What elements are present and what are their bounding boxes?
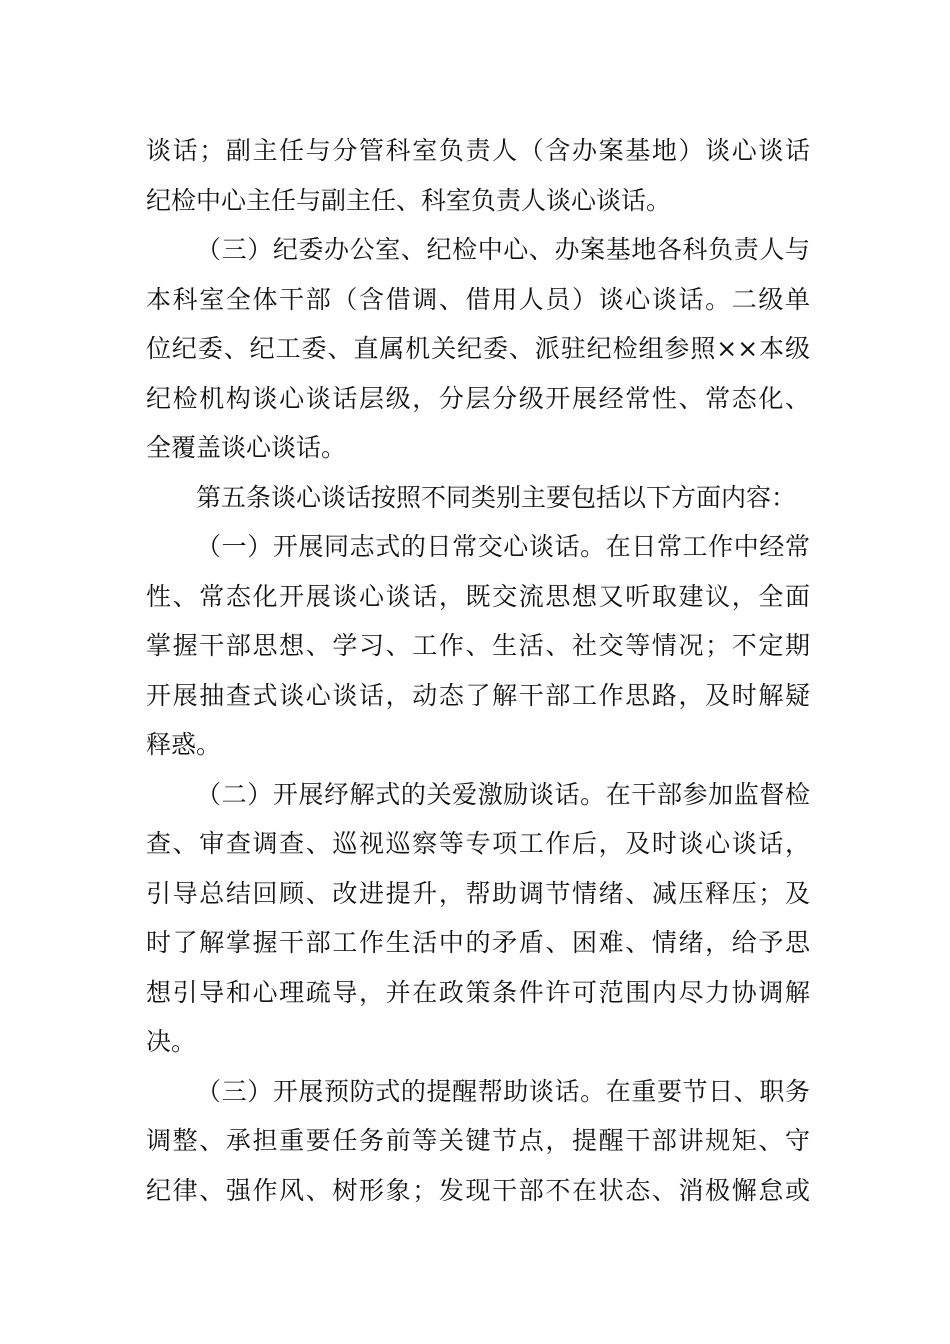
text-line: 时了解掌握干部工作生活中的矛盾、困难、情绪，给予思 <box>146 928 810 957</box>
text-line: 决。 <box>146 1027 197 1056</box>
text-line: 位纪委、纪工委、直属机关纪委、派驻纪检组参照××本级 <box>146 334 810 363</box>
text-line: 谈话；副主任与分管科室负责人（含办案基地）谈心谈话 <box>146 136 810 165</box>
paragraph <box>146 473 810 523</box>
text-line: 全覆盖谈心谈话。 <box>146 433 347 462</box>
paragraph <box>146 126 810 225</box>
paragraph <box>146 1067 810 1216</box>
text-line: 性、常态化开展谈心谈话，既交流思想又听取建议，全面 <box>146 581 810 611</box>
paragraph <box>146 770 810 1067</box>
text-line: 引导总结回顾、改进提升，帮助调节情绪、减压释压；及 <box>146 878 810 908</box>
text-line: 想引导和心理疏导，并在政策条件许可范围内尽力协调解 <box>146 977 810 1007</box>
text-line: 查、审查调查、巡视巡察等专项工作后，及时谈心谈话， <box>146 829 810 858</box>
text-line: 纪检中心主任与副主任、科室负责人谈心谈话。 <box>146 185 672 215</box>
paragraph <box>146 225 810 473</box>
text-line: 纪检机构谈心谈话层级，分层分级开展经常性、常态化、 <box>146 383 810 413</box>
text-line: 掌握干部思想、学习、工作、生活、社交等情况；不定期 <box>146 631 810 660</box>
text-line: 本科室全体干部（含借调、借用人员）谈心谈话。二级单 <box>146 284 810 314</box>
text-line: 开展抽查式谈心谈话，动态了解干部工作思路，及时解疑 <box>146 680 810 710</box>
text-line: 调整、承担重要任务前等关键节点，提醒干部讲规矩、守 <box>146 1126 810 1155</box>
text-line: （二）开展纾解式的关爱激励谈话。在干部参加监督检 <box>196 779 810 809</box>
text-line: 释惑。 <box>146 730 222 759</box>
text-line: 纪律、强作风、树形象；发现干部不在状态、消极懈怠或 <box>146 1175 810 1205</box>
text-line: （三）纪委办公室、纪检中心、办案基地各科负责人与 <box>196 235 810 264</box>
document-body <box>146 126 810 1215</box>
text-line: 第五条谈心谈话按照不同类别主要包括以下方面内容： <box>196 482 797 512</box>
text-line: （三）开展预防式的提醒帮助谈话。在重要节日、职务 <box>196 1076 810 1106</box>
text-line: （一）开展同志式的日常交心谈话。在日常工作中经常 <box>196 532 810 561</box>
paragraph <box>146 522 810 770</box>
